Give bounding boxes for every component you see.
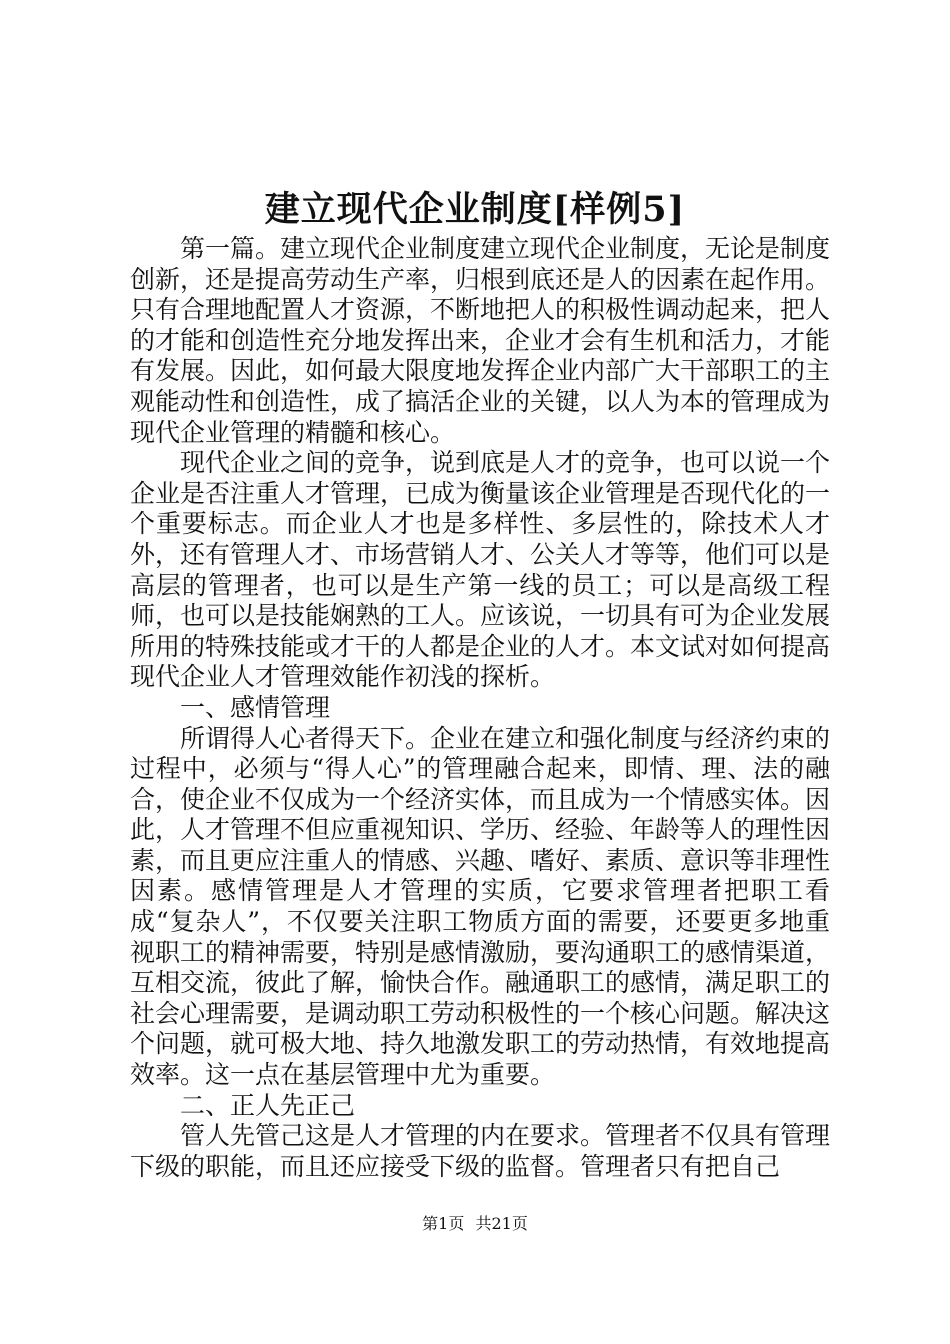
paragraph: 第一篇。建立现代企业制度建立现代企业制度，无论是制度创新，还是提高劳动生产率，归根到底还是人的因素在起作用。只有合理地配置人才资源，不断地把人的积极性调动起来，把人的才能和创造性充分地发挥出来，企业才会有生机和活力，才能有发展。因此，如何最大限度地发挥企业内部广大干部职工的主观能动性和创造性，成了搞活企业的关键，以人为本的管理成为现代企业管理的精髓和核心。 xyxy=(130,234,831,447)
document-title: 建立现代企业制度[样例5] xyxy=(264,189,686,230)
page-number: 第1页 xyxy=(422,1214,465,1233)
document-body xyxy=(130,234,830,1182)
paragraph: 现代企业之间的竞争，说到底是人才的竞争，也可以说一个企业是否注重人才管理，已成为衡量该企业管理是否现代化的一个重要标志。而企业人才也是多样性、多层性的，除技术人才外，还有管理人才、市场营销人才、公关人才等等，他们可以是高层的管理者，也可以是生产第一线的员工；可以是高级工程师，也可以是技能娴熟的工人。应该说，一切具有可为企业发展所用的特殊技能或才干的人都是企业的人才。本文试对如何提高现代企业人才管理效能作初浅的探析。 xyxy=(130,448,831,692)
section-heading: 二、正人先正己 xyxy=(180,1090,356,1120)
page-total: 共21页 xyxy=(475,1214,528,1233)
paragraph: 管人先管己这是人才管理的内在要求。管理者不仅具有管理下级的职能，而且还应接受下级的监督。管理者只有把自己 xyxy=(130,1121,831,1181)
section-heading: 一、感情管理 xyxy=(180,692,331,722)
page-footer xyxy=(0,1214,950,1234)
paragraph: 所谓得人心者得天下。企业在建立和强化制度与经济约束的过程中，必须与“得人心”的管理融合起来，即情、理、法的融合，使企业不仅成为一个经济实体，而且成为一个情感实体。因此，人才管理不但应重视知识、学历、经验、年龄等人的理性因素，而且更应注重人的情感、兴趣、嗜好、素质、意识等非理性因素。感情管理是人才管理的实质，它要求管理者把职工看成“复杂人”，不仅要关注职工物质方面的需要，还要更多地重视职工的精神需要，特别是感情激励，要沟通职工的感情渠道，互相交流，彼此了解，愉快合作。融通职工的感情，满足职工的社会心理需要，是调动职工劳动积极性的一个核心问题。解决这个问题，就可极大地、持久地激发职工的劳动热情，有效地提高效率。这一点在基层管理中尤为重要。 xyxy=(130,723,831,1090)
